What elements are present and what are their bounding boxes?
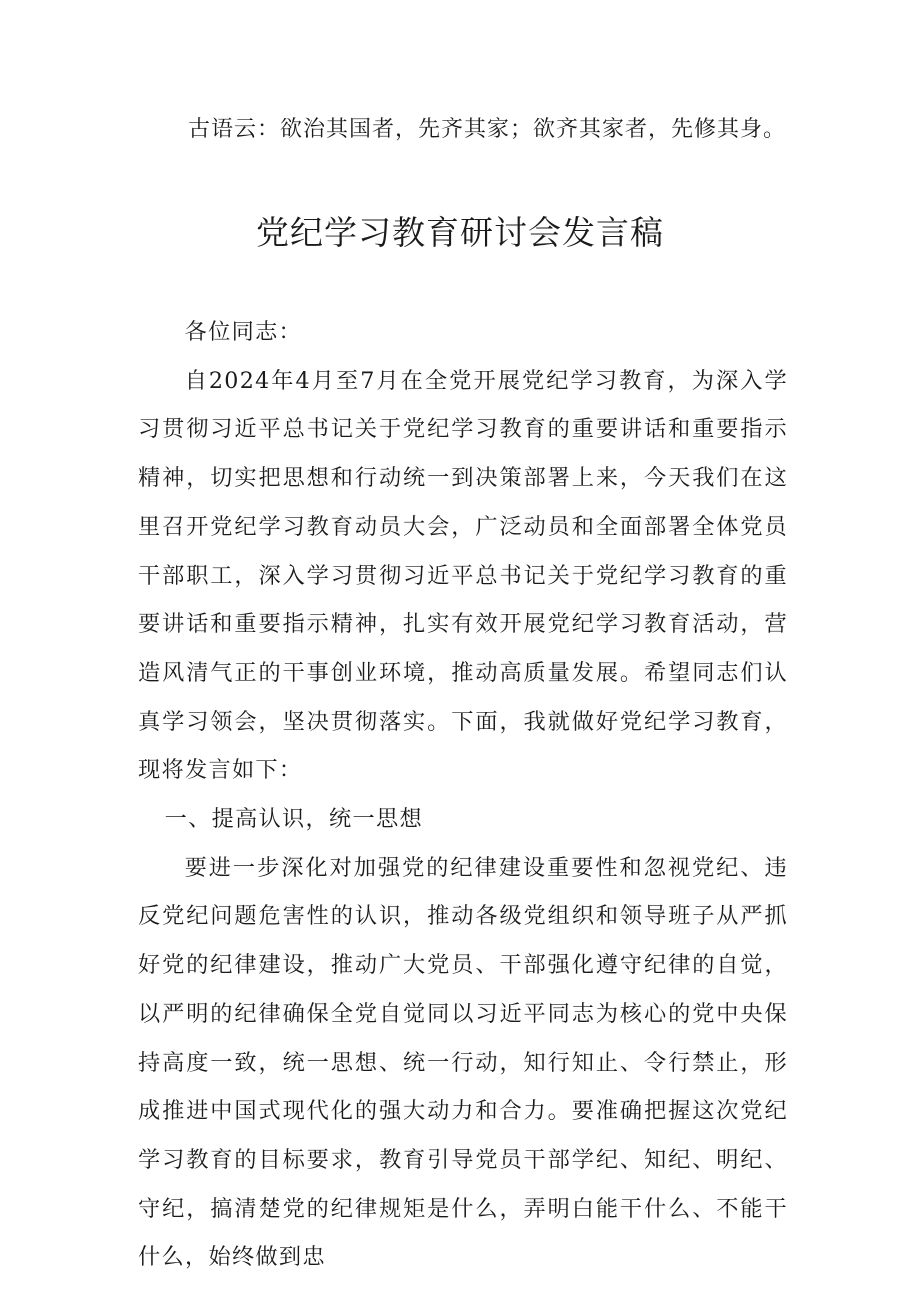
body-paragraph-section-1: 要进一步深化对加强党的纪律建设重要性和忽视党纪、违反党纪问题危害性的认识，推动各级党组织和领导班子从严抓好党的纪律建设，推动广大党员、干部强化遵守纪律的自觉，以严明的纪律确保全党自觉同以习近平同志为核心的党中央保持高度一致，统一思想、统一行动，知行知止、令行禁止，形成推进中国式现代化的强大动力和合力。要准确把握这次党纪学习教育的目标要求，教育引导党员干部学纪、知纪、明纪、守纪，搞清楚党的纪律规矩是什么，弄明白能干什么、不能干什么，始终做到忠 [138,854,788,1271]
section-heading: 一、提高认识，统一思想 [164,806,423,833]
page-title: 党纪学习教育研讨会发言稿 [256,213,664,252]
epigraph: 古语云：欲治其国者，先齐其家；欲齐其家者，先修其身。 [188,117,787,142]
document-body [138,308,788,1282]
body-paragraph-intro: 自2024年4月至7月在全党开展党纪学习教育，为深入学习贯彻习近平总书记关于党纪学习教育的重要讲话和重要指示精神，切实把思想和行动统一到决策部署上来，今天我们在这里召开党纪学习教育动员大会，广泛动员和全面部署全体党员干部职工，深入学习贯彻习近平总书记关于党纪学习教育的重要讲话和重要指示精神，扎实有效开展党纪学习教育活动，营造风清气正的干事创业环境，推动高质量发展。希望同志们认真学习领会，坚决贯彻落实。下面，我就做好党纪学习教育，现将发言如下： [138,367,788,784]
salutation: 各位同志： [184,319,303,345]
